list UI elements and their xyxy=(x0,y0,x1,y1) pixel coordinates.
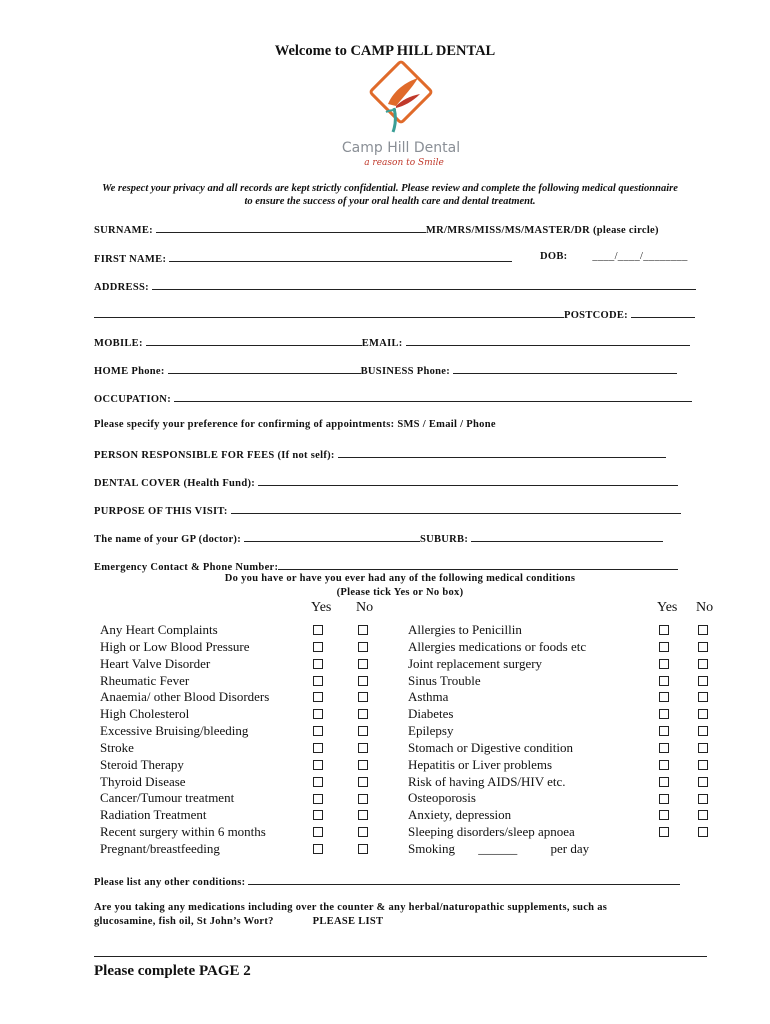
right-yes-checkbox[interactable] xyxy=(659,625,669,635)
person-responsible-label: PERSON RESPONSIBLE FOR FEES (If not self): xyxy=(94,450,335,461)
condition-label: High Cholesterol xyxy=(100,706,190,722)
right-no-checkbox[interactable] xyxy=(698,709,708,719)
right-yes-checkbox[interactable] xyxy=(659,642,669,652)
left-yes-checkbox[interactable] xyxy=(313,726,323,736)
emergency-row xyxy=(94,559,678,573)
other-conditions-label: Please list any other conditions: xyxy=(94,877,246,888)
surname-input[interactable] xyxy=(156,222,426,233)
right-no-checkbox[interactable] xyxy=(698,794,708,804)
smoking-label: Smoking xyxy=(408,840,455,856)
medications-line1: Are you taking any medications including over the counter & any herbal/naturopathic supplements, such as xyxy=(94,902,608,913)
left-no-checkbox[interactable] xyxy=(358,709,368,719)
gp-input[interactable] xyxy=(244,531,420,542)
mobile-label: MOBILE: xyxy=(94,338,143,349)
conditions-subheading: (Please tick Yes or No box) xyxy=(336,587,464,598)
condition-label: Diabetes xyxy=(408,706,454,722)
dob-input[interactable]: ____/____/________ xyxy=(592,251,688,262)
left-yes-checkbox[interactable] xyxy=(313,777,323,787)
right-no-checkbox[interactable] xyxy=(698,625,708,635)
person-responsible-input[interactable] xyxy=(338,447,666,458)
condition-label: Any Heart Complaints xyxy=(100,622,218,637)
smoking-input[interactable]: ______ xyxy=(478,840,518,856)
dob-row xyxy=(540,251,688,262)
smoking-row xyxy=(408,841,589,858)
left-yes-checkbox[interactable] xyxy=(313,692,323,702)
suburb-label: SUBURB: xyxy=(419,534,469,545)
business-phone-input[interactable] xyxy=(453,363,677,374)
logo-diamond-icon xyxy=(370,61,432,132)
right-yes-checkbox[interactable] xyxy=(659,760,669,770)
right-no-checkbox[interactable] xyxy=(698,827,708,837)
camp-hill-dental-logo xyxy=(336,60,466,172)
left-no-checkbox[interactable] xyxy=(358,726,368,736)
left-no-checkbox[interactable] xyxy=(358,827,368,837)
right-yes-checkbox[interactable] xyxy=(659,810,669,820)
dental-cover-row xyxy=(94,475,678,489)
first-name-input[interactable] xyxy=(169,251,512,262)
left-no-checkbox[interactable] xyxy=(358,810,368,820)
mobile-row xyxy=(94,335,690,349)
left-yes-checkbox[interactable] xyxy=(313,794,323,804)
occupation-label: OCCUPATION: xyxy=(94,394,171,405)
left-yes-checkbox[interactable] xyxy=(313,625,323,635)
right-yes-checkbox[interactable] xyxy=(659,827,669,837)
please-list-label: PLEASE LIST xyxy=(312,916,384,927)
left-no-checkbox[interactable] xyxy=(358,642,368,652)
left-conditions-list xyxy=(100,622,269,858)
surname-row xyxy=(94,222,659,236)
right-conditions-list xyxy=(408,622,589,858)
left-no-checkbox[interactable] xyxy=(358,760,368,770)
left-yes-checkbox[interactable] xyxy=(313,642,323,652)
address-line2-input[interactable] xyxy=(94,307,564,318)
first-name-row xyxy=(94,251,512,265)
medications-question: glucosamine, fish oil, St John’s Wort? xyxy=(94,916,274,927)
right-yes-checkbox[interactable] xyxy=(659,676,669,686)
gp-label: The name of your GP (doctor): xyxy=(94,534,242,545)
smoking-unit: per day xyxy=(550,840,590,856)
left-yes-checkbox[interactable] xyxy=(313,709,323,719)
medications-line2 xyxy=(94,916,383,927)
condition-label: Hepatitis or Liver problems xyxy=(408,756,553,772)
right-yes-checkbox[interactable] xyxy=(659,659,669,669)
left-no-checkbox[interactable] xyxy=(358,676,368,686)
svg-text:Camp Hill Dental: Camp Hill Dental xyxy=(341,140,461,156)
postcode-label: POSTCODE: xyxy=(564,310,628,321)
right-yes-checkbox[interactable] xyxy=(659,726,669,736)
email-label: EMAIL: xyxy=(361,338,403,349)
right-yes-header: Yes xyxy=(657,600,678,615)
left-yes-checkbox[interactable] xyxy=(313,743,323,753)
business-phone-label: BUSINESS Phone: xyxy=(360,366,451,377)
gp-row xyxy=(94,531,663,545)
dental-cover-label: DENTAL COVER (Health Fund): xyxy=(94,478,256,489)
condition-label: Risk of having AIDS/HIV etc. xyxy=(408,773,566,789)
condition-label: Rheumatic Fever xyxy=(100,672,190,688)
surname-label: SURNAME: xyxy=(94,225,153,236)
condition-label: Steroid Therapy xyxy=(100,756,184,772)
left-yes-checkbox[interactable] xyxy=(313,827,323,837)
condition-label: Cancer/Tumour treatment xyxy=(100,790,235,806)
right-yes-checkbox[interactable] xyxy=(659,777,669,787)
left-yes-header: Yes xyxy=(311,600,332,615)
condition-label: Recent surgery within 6 months xyxy=(100,824,266,840)
condition-label: Anxiety, depression xyxy=(408,807,512,823)
title-options[interactable]: MR/MRS/MISS/MS/MASTER/DR (please circle) xyxy=(425,225,659,236)
occupation-input[interactable] xyxy=(174,391,692,402)
left-no-checkbox[interactable] xyxy=(358,625,368,635)
condition-label: Anaemia/ other Blood Disorders xyxy=(100,689,270,705)
condition-label: Allergies to Penicillin xyxy=(408,622,522,637)
first-name-label: FIRST NAME: xyxy=(94,254,167,265)
right-yes-checkbox[interactable] xyxy=(659,709,669,719)
suburb-input[interactable] xyxy=(471,531,663,542)
medications-input[interactable] xyxy=(94,956,707,957)
occupation-row xyxy=(94,391,692,405)
right-no-checkbox[interactable] xyxy=(698,743,708,753)
left-yes-checkbox[interactable] xyxy=(313,676,323,686)
address-row xyxy=(94,279,696,293)
purpose-label: PURPOSE OF THIS VISIT: xyxy=(94,506,228,517)
left-yes-checkbox[interactable] xyxy=(313,844,323,854)
condition-label: Osteoporosis xyxy=(408,790,476,806)
right-no-checkbox[interactable] xyxy=(698,760,708,770)
dental-cover-input[interactable] xyxy=(258,475,678,486)
condition-label: Sinus Trouble xyxy=(408,672,481,688)
right-no-checkbox[interactable] xyxy=(698,676,708,686)
right-no-checkbox[interactable] xyxy=(698,810,708,820)
phone-row xyxy=(94,363,677,377)
left-no-header: No xyxy=(356,600,374,615)
email-input[interactable] xyxy=(406,335,690,346)
condition-label: Epilepsy xyxy=(408,723,454,739)
page-title: Welcome to CAMP HILL DENTAL xyxy=(274,43,496,59)
condition-label: Asthma xyxy=(408,689,449,705)
left-yes-checkbox[interactable] xyxy=(313,659,323,669)
home-phone-input[interactable] xyxy=(168,363,361,374)
right-no-checkbox[interactable] xyxy=(698,642,708,652)
right-no-checkbox[interactable] xyxy=(698,726,708,736)
condition-label: High or Low Blood Pressure xyxy=(100,638,250,654)
condition-label: Stroke xyxy=(100,739,134,755)
right-yes-checkbox[interactable] xyxy=(659,794,669,804)
dob-label: DOB: xyxy=(540,251,568,262)
condition-label: Sleeping disorders/sleep apnoea xyxy=(408,824,575,840)
left-no-checkbox[interactable] xyxy=(358,743,368,753)
left-no-checkbox[interactable] xyxy=(358,659,368,669)
right-no-checkbox[interactable] xyxy=(698,777,708,787)
appointment-preference[interactable]: Please specify your preference for confirming of appointments: SMS / Email / Phone xyxy=(94,419,496,430)
left-no-checkbox[interactable] xyxy=(358,844,368,854)
privacy-intro: We respect your privacy and all records are kept strictly confidential. Please review and complete the following medical questionnaire to ensure the success of your oral health care and dental treatment. xyxy=(102,183,678,207)
condition-label: Allergies medications or foods etc xyxy=(408,638,587,654)
right-yes-checkbox[interactable] xyxy=(659,692,669,702)
condition-label: Stomach or Digestive condition xyxy=(408,739,574,755)
conditions-heading: Do you have or have you ever had any of the following medical conditions xyxy=(224,573,576,584)
purpose-input[interactable] xyxy=(231,503,681,514)
right-yes-checkbox[interactable] xyxy=(659,743,669,753)
condition-label: Joint replacement surgery xyxy=(408,655,543,671)
address-label: ADDRESS: xyxy=(94,282,149,293)
left-no-checkbox[interactable] xyxy=(358,794,368,804)
condition-label: Heart Valve Disorder xyxy=(100,655,211,671)
right-no-checkbox[interactable] xyxy=(698,692,708,702)
other-conditions-row xyxy=(94,874,680,888)
mobile-input[interactable] xyxy=(146,335,362,346)
left-yes-checkbox[interactable] xyxy=(313,760,323,770)
condition-label: Radiation Treatment xyxy=(100,807,207,823)
fees-row xyxy=(94,447,666,461)
postcode-input[interactable] xyxy=(631,307,695,318)
right-no-header: No xyxy=(696,600,714,615)
emergency-label: Emergency Contact & Phone Number: xyxy=(94,562,279,573)
home-phone-label: HOME Phone: xyxy=(94,366,165,377)
condition-label: Pregnant/breastfeeding xyxy=(100,840,220,856)
page-footer: Please complete PAGE 2 xyxy=(94,963,251,979)
left-no-checkbox[interactable] xyxy=(358,692,368,702)
emergency-input[interactable] xyxy=(278,559,678,570)
right-no-checkbox[interactable] xyxy=(698,659,708,669)
condition-label: Excessive Bruising/bleeding xyxy=(100,723,249,739)
postcode-row xyxy=(94,307,695,321)
purpose-row xyxy=(94,503,681,517)
left-no-checkbox[interactable] xyxy=(358,777,368,787)
left-yes-checkbox[interactable] xyxy=(313,810,323,820)
condition-label: Thyroid Disease xyxy=(100,773,186,789)
svg-text:a reason to Smile: a reason to Smile xyxy=(364,158,444,168)
other-conditions-input[interactable] xyxy=(248,874,680,885)
address-input[interactable] xyxy=(152,279,696,290)
